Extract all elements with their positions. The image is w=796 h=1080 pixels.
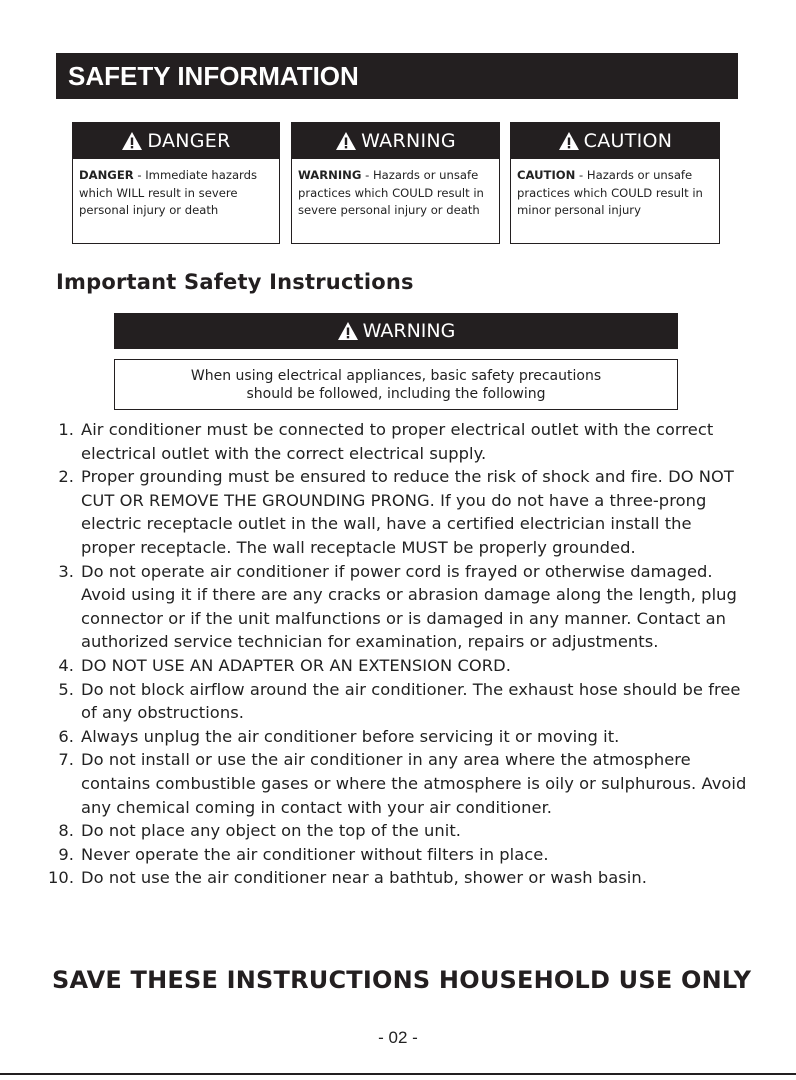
item-number: 7. [58, 750, 74, 770]
item-number: 9. [58, 844, 74, 864]
warning-note-line: When using electrical appliances, basic safety precautions [190, 368, 602, 384]
item-text: Do not place any object on the top of the unit. [81, 821, 461, 841]
caution-box [510, 122, 720, 244]
item-number: 6. [58, 726, 74, 746]
item-text: Do not use the air conditioner near a bathtub, shower or wash basin. [81, 868, 647, 888]
warning-box [291, 122, 500, 244]
warning-triangle-icon [558, 131, 580, 151]
item-number: 10. [48, 868, 75, 888]
list-item [48, 560, 748, 654]
item-text: Proper grounding must be ensured to reduce the risk of shock and fire. DO NOT CUT OR REMOVE THE GROUNDING PRONG. If you do not have a three-prong electric receptacle outlet in the wall, have a certified electrician install the proper receptacle. The wall receptacle MUST be properly grounded. [81, 467, 734, 557]
warning-triangle-icon [121, 131, 143, 151]
warning-label: WARNING [361, 130, 456, 152]
list-item [48, 678, 748, 725]
warning-note-line: should be followed, including the following [246, 386, 546, 402]
danger-box [72, 122, 280, 244]
item-number: 1. [58, 420, 74, 439]
page-number: - 02 - [378, 1028, 418, 1047]
item-text: Always unplug the air conditioner before servicing it or moving it. [81, 726, 620, 746]
warning-triangle-icon [337, 321, 359, 341]
caution-label: CAUTION [583, 130, 673, 152]
warning-header [292, 123, 499, 159]
list-item [48, 418, 748, 465]
list-item [48, 748, 748, 819]
danger-label: DANGER [147, 130, 231, 152]
warning-banner-label: WARNING [362, 320, 456, 342]
danger-description: DANGER - Immediate hazards which WILL result in severe personal injury or death [79, 168, 258, 217]
item-number: 5. [58, 679, 74, 699]
item-number: 4. [58, 655, 74, 675]
list-item [48, 725, 748, 749]
item-text: Do not block airflow around the air conditioner. The exhaust hose should be free of any obstructions. [81, 679, 741, 723]
section-title: Important Safety Instructions [56, 270, 414, 294]
item-text: Never operate the air conditioner without filters in place. [81, 844, 549, 864]
warning-note [114, 359, 678, 410]
list-item [48, 843, 748, 867]
footer-title: SAVE THESE INSTRUCTIONS HOUSEHOLD USE ONLY [52, 966, 752, 994]
item-text: Do not install or use the air conditioner in any area where the atmosphere contains combustible gases or where the atmosphere is oily or sulphurous. Avoid any chemical coming in contact with your air conditioner. [81, 750, 747, 817]
page-title: SAFETY INFORMATION [56, 53, 738, 99]
item-number: 8. [58, 821, 74, 841]
warning-triangle-icon [335, 131, 357, 151]
instruction-list [48, 418, 748, 890]
item-number: 2. [58, 467, 74, 487]
caution-description: CAUTION - Hazards or unsafe practices which COULD result in minor personal injury [517, 168, 703, 217]
bottom-rule [0, 1073, 796, 1075]
item-text: DO NOT USE AN ADAPTER OR AN EXTENSION CORD. [81, 655, 511, 675]
item-number: 3. [58, 561, 74, 581]
caution-header [511, 123, 719, 159]
list-item [48, 866, 748, 890]
list-item [48, 465, 748, 559]
warning-description: WARNING - Hazards or unsafe practices which COULD result in severe personal injury or death [298, 168, 484, 217]
list-item [48, 819, 748, 843]
warning-banner [114, 313, 678, 349]
item-text: Air conditioner must be connected to proper electrical outlet with the correct electrical outlet with the correct electrical supply. [81, 420, 714, 463]
danger-header [73, 123, 279, 159]
list-item [48, 654, 748, 678]
item-text: Do not operate air conditioner if power cord is frayed or otherwise damaged. Avoid using it if there are any cracks or abrasion damage along the length, plug connector or if the unit malfunctions or is damaged in any manner. Contact an authorized service technician for examination, repairs or adjustments. [81, 561, 737, 652]
